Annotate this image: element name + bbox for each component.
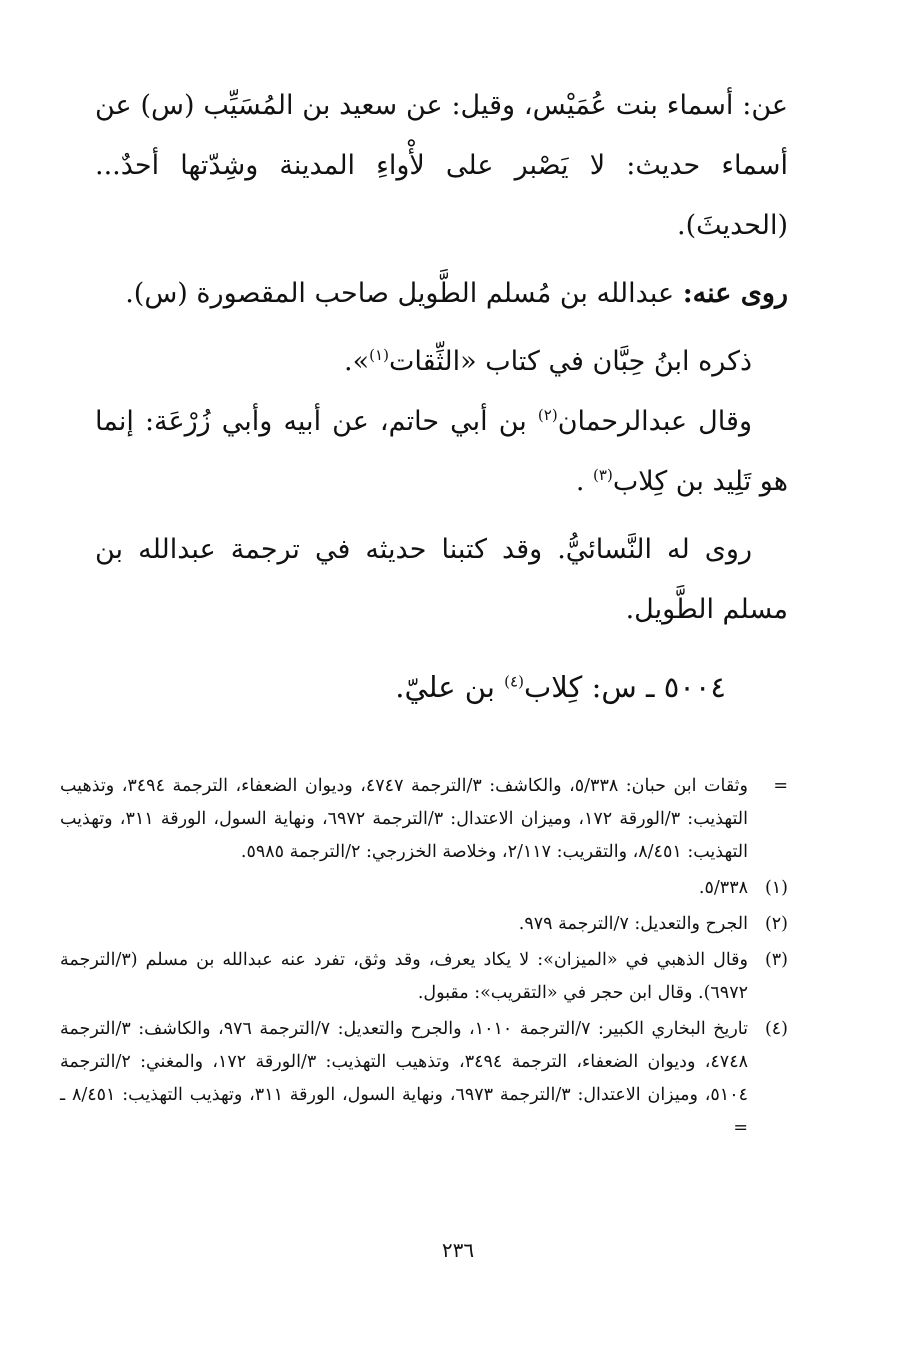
footnote-mark: (٣): [764, 950, 788, 970]
footnote-text: وقال الذهبي في «الميزان»: لا يكاد يعرف، وقد وثق، تفرد عنه عبدالله بن مسلم (٣/الترجمة ٦٩٧٢). وقال ابن حجر في «التقريب»: مقبول.: [60, 950, 748, 1003]
footnote-ref-2: (٢): [537, 406, 558, 424]
footnote-continuation: [60, 770, 788, 869]
p4-text-b: بن أبي حاتم، عن أبيه وأبي زُرْعَة: إنما هو تَلِيد بن كِلاب: [95, 406, 788, 497]
narrators-label: روى عنه:: [682, 278, 788, 309]
paragraph-1: [95, 76, 788, 256]
footnote-mark: (٢): [764, 914, 788, 934]
footnote-mark: (٤): [764, 1019, 788, 1039]
p4-end: .: [575, 466, 585, 497]
p1-line-3: أحدٌ... (الحديثَ).: [95, 150, 788, 241]
p5-text: روى له النَّسائيُّ. وقد كتبنا حديثه في ترجمة عبدالله بن مسلم الطَّويل.: [95, 534, 788, 625]
main-text: [95, 76, 788, 640]
narrators-text: عبدالله بن مُسلم الطَّويل صاحب المقصورة (س).: [125, 278, 675, 309]
paragraph-3: [95, 332, 788, 392]
p4-text-a: وقال عبدالرحمان: [557, 406, 752, 437]
paragraph-4: [95, 392, 788, 512]
footnote-text: الجرح والتعديل: ٧/الترجمة ٩٧٩.: [518, 914, 748, 934]
entry-suffix: بن عليّ.: [395, 670, 495, 704]
paragraph-5: [95, 520, 788, 640]
footnote-mark: (١): [764, 878, 788, 898]
footnote-item: [60, 872, 788, 905]
footnote-item: [60, 944, 788, 1010]
entry-number-name: ٥٠٠٤ ـ س: كِلاب: [523, 670, 726, 704]
paragraph-2: [95, 264, 788, 324]
footnote-text: تاريخ البخاري الكبير: ٧/الترجمة ١٠١٠، والجرح والتعديل: ٧/الترجمة ٩٧٦، والكاشف: ٣/الترجمة ٤٧٤٨، وديوان الضعفاء، الترجمة ٣٤٩٤، وتذهيب التهذيب: ٣/الورقة ١٧٢، والمغني: ٢/الترجمة ٥١٠٤، وميزان الاعتدال: ٣/الترجمة ٦٩٧٣، ونهاية السول، الورقة ٣١١، وتهذيب التهذيب: ٨/٤٥١ ـ =: [60, 1019, 748, 1138]
p3-end: ».: [344, 346, 370, 377]
footnote-text: ٥/٣٣٨.: [698, 878, 748, 898]
footnote-ref-1: (١): [369, 346, 389, 364]
footnote-ref-4: (٤): [504, 672, 524, 691]
page-number: ٢٣٦: [441, 1238, 475, 1262]
entry-heading: [330, 662, 726, 712]
footnote-item: [60, 1013, 788, 1145]
footnote-ref-3: (٣): [593, 466, 613, 484]
footnote-item: [60, 908, 788, 941]
p1-line-1: عن: أسماء بنت عُمَيْس، وقيل: عن سعيد بن المُسَيِّب: [203, 90, 788, 121]
footnotes: [60, 770, 788, 1145]
continuation-text: وثقات ابن حبان: ٥/٣٣٨، والكاشف: ٣/الترجمة ٤٧٤٧، وديوان الضعفاء، الترجمة ٣٤٩٤، وتذهيب التهذيب: ٣/الورقة ١٧٢، وميزان الاعتدال: ٣/الترجمة ٦٩٧٢، ونهاية السول، الورقة ٣١١، وتهذيب التهذيب: ٨/٤٥١، والتقريب: ٢/١١٧، وخلاصة الخزرجي: ٢/الترجمة ٥٩٨٥.: [60, 776, 748, 862]
p3-text: ذكره ابنُ حِبَّان في كتاب «الثِّقات: [388, 346, 752, 377]
p1-line-2: (س) عن أسماء حديث: لا يَصْبر على لأْواءِ المدينة وشِدّتها: [95, 90, 788, 181]
continuation-mark: =: [773, 776, 788, 796]
